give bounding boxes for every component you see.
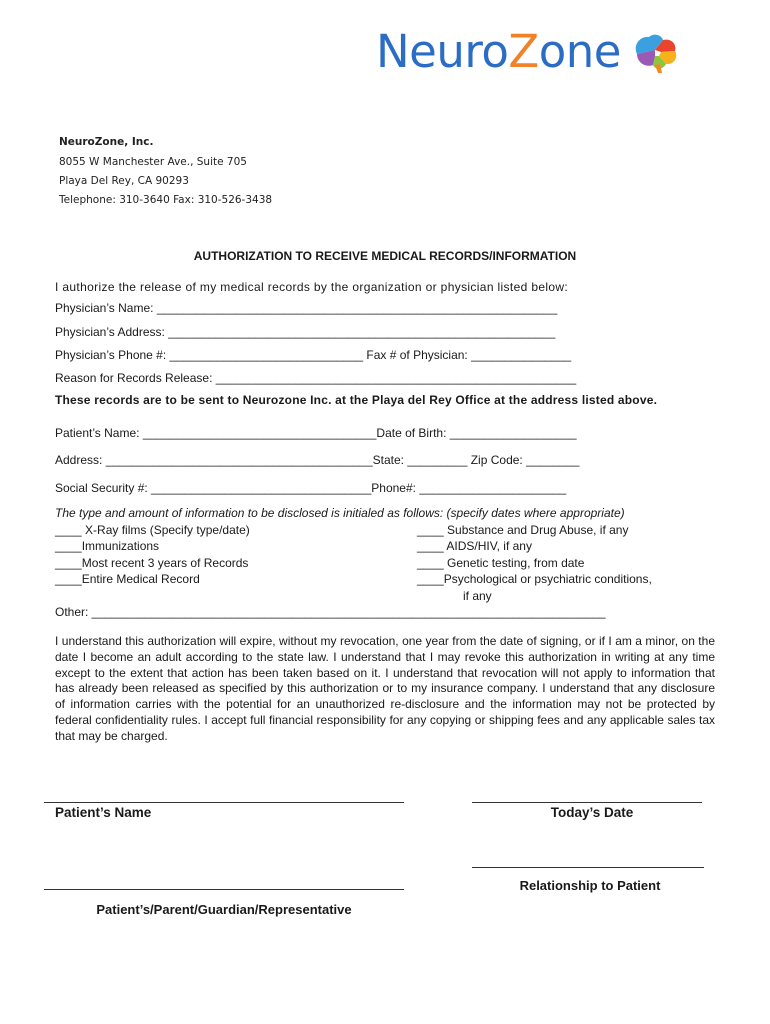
date-signature-line[interactable] xyxy=(472,802,702,803)
company-phone: Telephone: 310-3640 Fax: 310-526-3438 xyxy=(59,194,273,206)
todays-date-label: Today’s Date xyxy=(550,805,634,820)
relationship-label: Relationship to Patient xyxy=(519,878,661,893)
logo-z: Z xyxy=(508,25,539,78)
form-title: AUTHORIZATION TO RECEIVE MEDICAL RECORDS/INFORMATION xyxy=(193,249,577,263)
option-immunizations[interactable]: ____Immunizations xyxy=(55,539,160,553)
representative-label: Patient’s/Parent/Guardian/Representative xyxy=(96,902,352,917)
option-entire-record[interactable]: ____Entire Medical Record xyxy=(55,572,200,586)
company-name: NeuroZone, Inc. xyxy=(59,136,154,148)
information-intro: The type and amount of information to be disclosed is initialed as follows: (specify dates where appropriate) xyxy=(55,506,625,520)
option-genetic-testing[interactable]: ____ Genetic testing, from date xyxy=(417,556,585,570)
option-aids-hiv[interactable]: ____ AIDS/HIV, if any xyxy=(417,539,532,553)
option-recent-records[interactable]: ____Most recent 3 years of Records xyxy=(55,556,249,570)
other-field[interactable]: Other: _____________________________________________________________________________ xyxy=(55,605,606,619)
option-psychological-cont: if any xyxy=(463,589,492,603)
option-psychological[interactable]: ____Psychological or psychiatric conditions, xyxy=(417,572,652,586)
authorize-statement: I authorize the release of my medical records by the organization or physician listed below: xyxy=(55,280,569,294)
patient-name-label: Patient’s Name xyxy=(55,805,152,820)
company-address-line1: 8055 W Manchester Ave., Suite 705 xyxy=(59,156,247,168)
relationship-signature-line[interactable] xyxy=(472,867,704,868)
authorization-terms: I understand this authorization will expire, without my revocation, one year from the date of signing, or if I am a minor, on the date I become an adult according to the state law. I understand that I may revoke this authorization in writing at any time except to the extent that action has been taken based on it. I understand that revocation will not apply to information that has already been released as specified by this authorization or to my insurance company. I understand that any disclosure of information carries with the potential for an unauthorized re-disclosure and the information may not be protected by federal confidentiality rules. I accept full financial responsibility for any copying or shipping fees and any applicable sales tax that may be charged. xyxy=(55,634,715,743)
reason-field[interactable]: Reason for Records Release: ______________________________________________________ xyxy=(55,371,577,385)
option-xray[interactable]: ____ X-Ray films (Specify type/date) xyxy=(55,523,250,537)
logo-wordmark xyxy=(376,24,621,80)
patient-ssn-phone-field[interactable]: Social Security #: _________________________________Phone#: ______________________ xyxy=(55,481,567,495)
logo-suffix: one xyxy=(538,25,621,78)
logo-prefix: Neuro xyxy=(376,25,509,78)
patient-name-signature-line[interactable] xyxy=(44,802,404,803)
physician-name-field[interactable]: Physician’s Name: ____________________________________________________________ xyxy=(55,301,558,315)
option-substance-abuse[interactable]: ____ Substance and Drug Abuse, if any xyxy=(417,523,629,537)
company-address-line2: Playa Del Rey, CA 90293 xyxy=(59,175,189,187)
physician-phone-fax-field[interactable]: Physician’s Phone #: _____________________________ Fax # of Physician: _______________ xyxy=(55,348,572,362)
brain-icon xyxy=(631,32,679,74)
physician-address-field[interactable]: Physician’s Address: __________________________________________________________ xyxy=(55,325,556,339)
patient-address-field[interactable]: Address: ________________________________________State: _________ Zip Code: ________ xyxy=(55,453,580,467)
patient-name-dob-field[interactable]: Patient’s Name: ___________________________________Date of Birth: ___________________ xyxy=(55,426,577,440)
sent-notice: These records are to be sent to Neurozone Inc. at the Playa del Rey Office at the address listed above. xyxy=(55,393,658,407)
representative-signature-line[interactable] xyxy=(44,889,404,890)
